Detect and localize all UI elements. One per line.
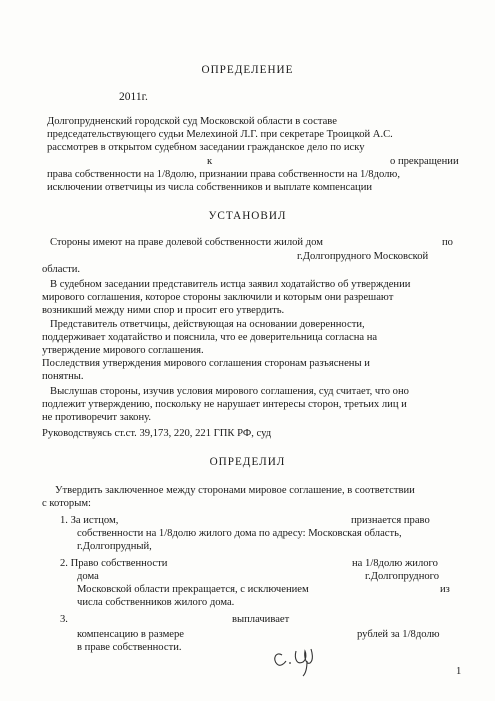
body-line: не противоречит закону. [42,412,152,423]
body-line: Утвердить заключенное между сторонами мировое соглашение, в соответствии [55,485,415,496]
body-line: с которым: [42,498,91,509]
body-line: г.Долгопрудного Московской [297,251,429,262]
list-item-2: 2. Право собственности [60,558,168,569]
list-item-2-text: г.Долгопрудного [365,571,440,582]
list-item-2-text: числа собственников жилого дома. [77,597,235,608]
intro-line: Долгопрудненский городской суд Московской области в составе [47,116,337,127]
body-line: Последствия утверждения мирового соглашения сторонам разъяснены и [42,358,370,369]
list-item-3-text: в праве собственности. [77,642,182,653]
section-heading-decided: ОПРЕДЕЛИЛ [209,456,286,468]
list-item-2-text: дома [77,571,99,582]
body-line: утверждение мирового соглашения. [42,345,204,356]
list-item-3-text: выплачивает [232,614,290,625]
list-item-2-text: из [440,584,450,595]
body-line: области. [42,264,81,275]
signature-mark [270,643,330,677]
list-item-2-text: на 1/8долю жилого [352,558,438,569]
intro-line: рассмотрев в открытом судебном заседании гражданское дело по иску [47,142,365,153]
intro-line: права собственности на 1/8долю, признании права собственности на 1/8долю, [47,169,400,180]
body-line: Руководствуясь ст.ст. 39,173, 220, 221 ГПК РФ, суд [42,428,272,439]
intro-line: о прекращении [390,156,459,167]
body-line: по [442,237,453,248]
list-item-3: 3. [60,614,68,625]
body-line: подлежит утверждению, поскольку не нарушает интересы сторон, третьих лиц и [42,399,407,410]
list-item-3-text: компенсацию в размере [77,629,184,640]
body-line: мирового соглашения, которое стороны заключили и которым они разрешают [42,292,394,303]
body-line: В судебном заседании представитель истца заявил ходатайство об утверждении [50,279,411,290]
list-item-1-text: признается право [351,515,430,526]
document-title: ОПРЕДЕЛЕНИЕ [201,64,294,76]
section-heading-established: УСТАНОВИЛ [208,210,287,222]
list-item-3-text: рублей за 1/8долю [357,629,440,640]
body-line: понятны. [42,371,84,382]
intro-line: к [207,156,213,167]
body-line: Выслушав стороны, изучив условия мирового соглашения, суд считает, что оно [50,386,409,397]
body-line: возникший между ними спор и просит его утвердить. [42,305,285,316]
intro-line: председательствующего судьи Мелехиной Л.Г. при секретаре Троицкой А.С. [47,129,393,140]
list-item-1-text: собственности на 1/8долю жилого дома по адресу: Московская область, [77,528,402,539]
document-date: 2011г. [119,91,148,103]
intro-line: исключении ответчицы из числа собственников и выплате компенсации [47,182,373,193]
page-number: 1 [456,666,462,677]
body-line: Стороны имеют на праве долевой собственности жилой дом [50,237,323,248]
body-line: поддерживает ходатайство и пояснила, что ее доверительница согласна на [42,332,378,343]
list-item-1-text: г.Долгопрудный, [77,541,152,552]
body-line: Представитель ответчицы, действующая на основании доверенности, [50,319,365,330]
list-item-2-text: Московской области прекращается, с исключением [77,584,309,595]
list-item-1: 1. За истцом, [60,515,119,526]
